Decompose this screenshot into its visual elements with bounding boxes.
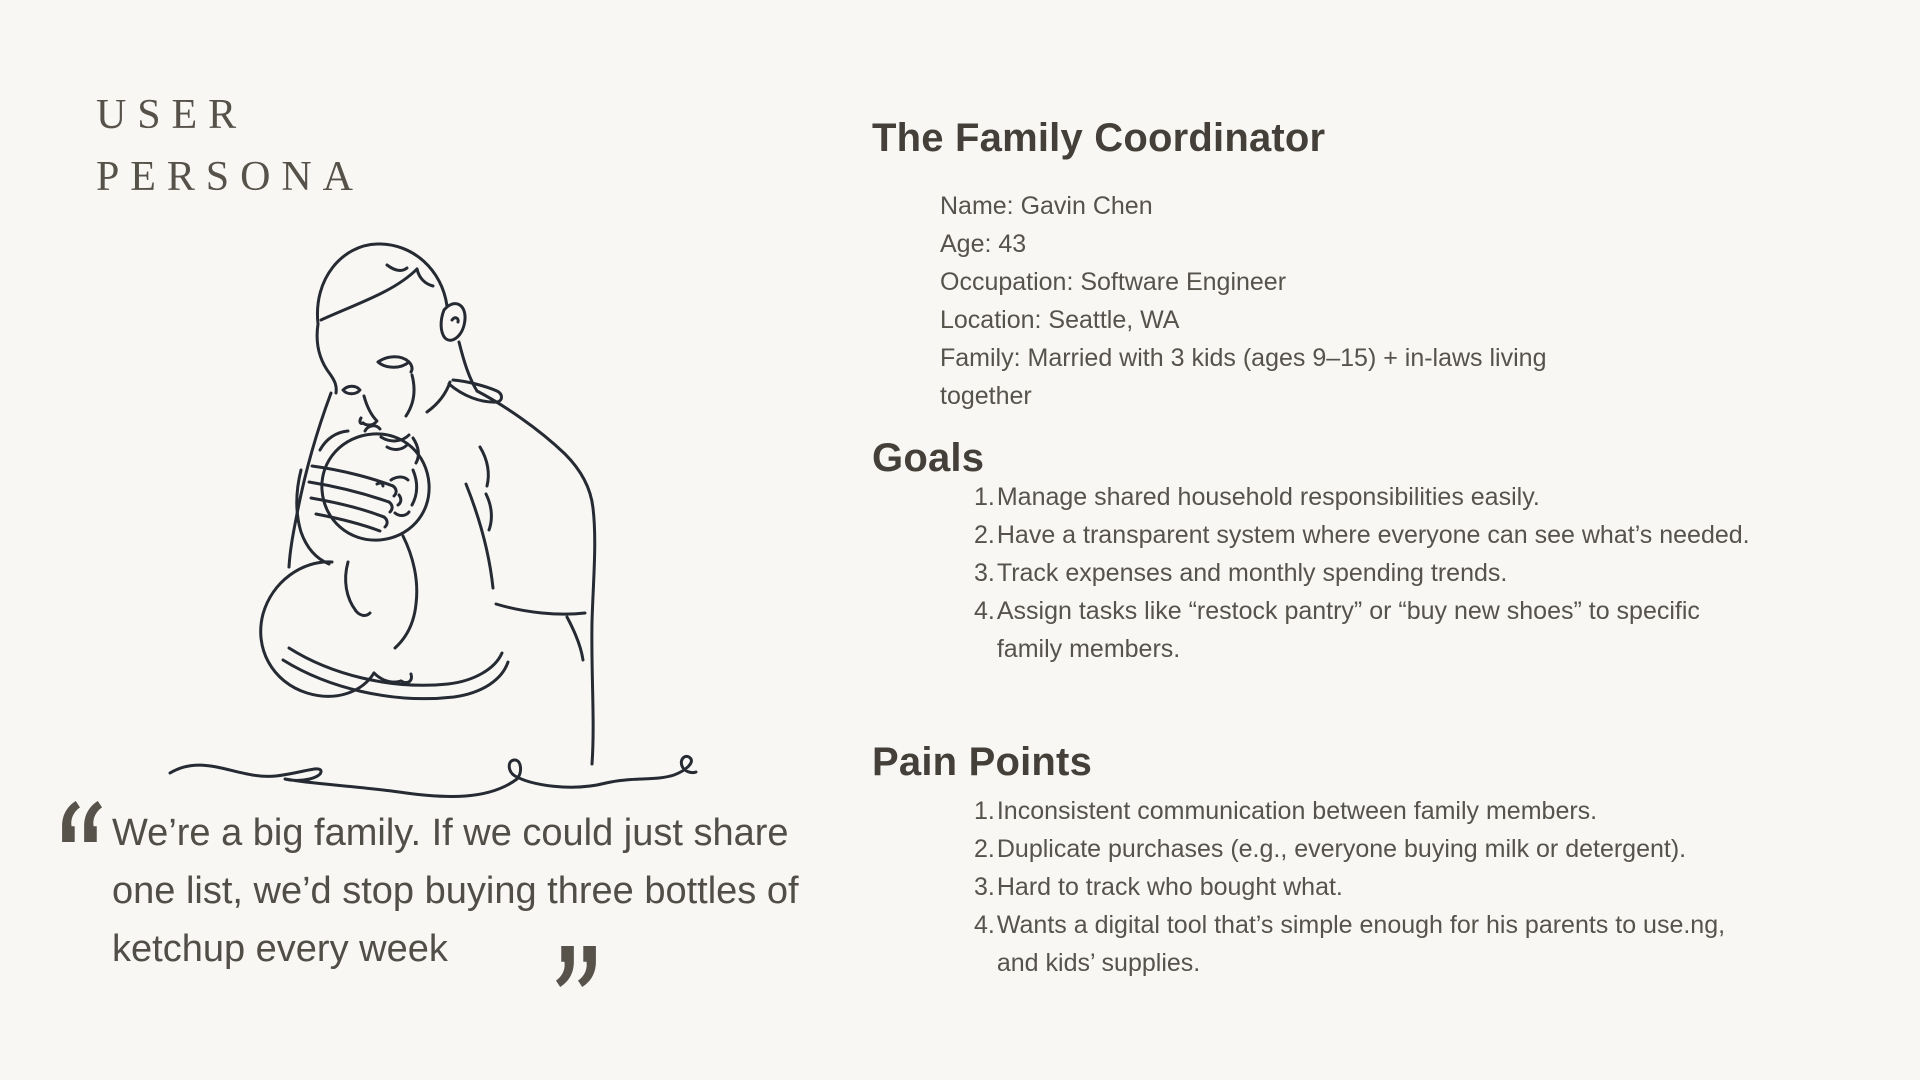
goal-item [974,592,1752,668]
quote-line-2: one list, we’d stop buying three bottles of [112,870,799,912]
goal-number [974,592,995,668]
goal-number [974,516,995,554]
pain-point-number [974,830,995,868]
page-title-line-2: PERSONA [96,154,364,200]
goals-heading: Goals [872,436,985,480]
goal-number [974,478,995,516]
pain-point-item [974,906,1752,982]
parent-baby-line-art-icon [150,232,735,807]
page-title [96,84,364,208]
quote-line-1: We’re a big family. If we could just share [112,812,789,854]
parent-baby-line-art-illustration [150,232,735,807]
detail-family: Family: Married with 3 kids (ages 9–15) + in-laws living together [940,344,1547,410]
pain-points-heading: Pain Points [872,740,1093,784]
detail-location: Location: Seattle, WA [940,306,1180,334]
goal-item [974,478,1752,516]
detail-occupation: Occupation: Software Engineer [940,268,1287,296]
goal-item [974,554,1752,592]
pain-point-text: Wants a digital tool that’s simple enough for his parents to use.ng, and kids’ supplies. [996,911,1726,977]
pain-point-number [974,868,995,906]
pain-points-list [974,792,1752,982]
close-quote-icon [556,946,598,986]
goal-text: Have a transparent system where everyone can see what’s needed. [996,521,1750,549]
page-title-line-1: USER [96,92,248,138]
pain-point-number [974,792,995,830]
pain-point-text: Inconsistent communication between family members. [996,797,1598,825]
quote-line-3: ketchup every week [112,928,448,970]
pain-point-item [974,868,1752,906]
detail-age: Age: 43 [940,230,1027,258]
pain-point-number [974,906,995,982]
persona-name-heading: The Family Coordinator [872,116,1326,160]
detail-name: Name: Gavin Chen [940,192,1153,220]
persona-quote [112,804,832,978]
goals-list [974,478,1752,668]
goal-text: Assign tasks like “restock pantry” or “buy new shoes” to specific family members. [996,597,1700,663]
pain-point-text: Hard to track who bought what. [996,873,1343,901]
open-quote-icon [60,800,102,840]
goal-text: Manage shared household responsibilities easily. [996,483,1540,511]
goal-number [974,554,995,592]
pain-point-item [974,830,1752,868]
pain-point-item [974,792,1752,830]
pain-point-text: Duplicate purchases (e.g., everyone buying milk or detergent). [996,835,1687,863]
persona-details-list [940,187,1640,415]
goal-text: Track expenses and monthly spending trends. [996,559,1508,587]
goal-item [974,516,1752,554]
